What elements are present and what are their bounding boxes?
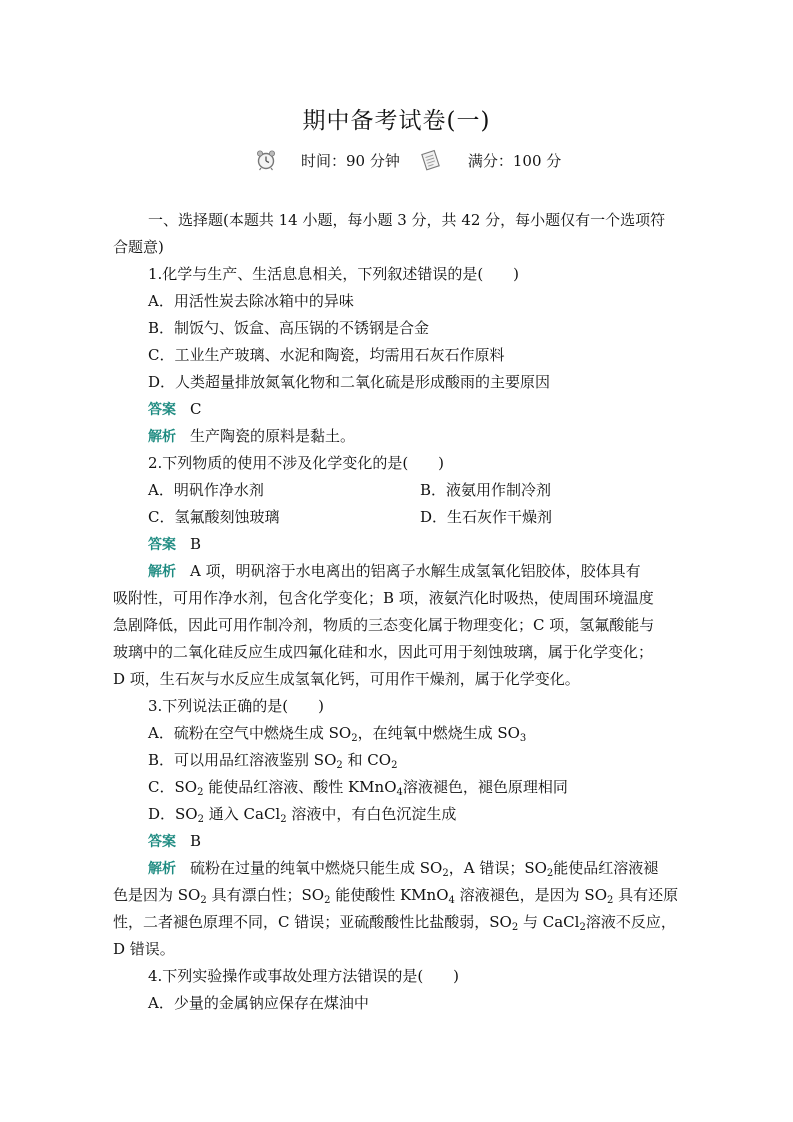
q1-option-d: D．人类超量排放氮氧化物和二氧化硫是形成酸雨的主要原因 xyxy=(148,373,551,391)
q3-analysis-line4: D 错误。 xyxy=(113,940,175,958)
section-heading-cont: 合题意) xyxy=(113,238,164,256)
alarm-clock-icon xyxy=(255,149,277,171)
q3-analysis-line1: 解析 硫粉在过量的纯氧中燃烧只能生成 $SO_2$，A 错误；$SO_2$能使品红溶液褪 xyxy=(148,859,659,879)
q2-analysis-line4: 玻璃中的二氧化硅反应生成四氟化硅和水，因此可用于刻蚀玻璃，属于化学变化； xyxy=(113,643,654,661)
q4-option-a: A．少量的金属钠应保存在煤油中 xyxy=(148,994,369,1012)
exam-meta xyxy=(255,147,561,173)
q3-analysis-line2: 色是因为 $SO_2$ 具有漂白性；$SO_2$ 能使酸性 KMnO$_4$ 溶液褪色，是因为 $SO_2$ 具有还原 xyxy=(113,886,679,906)
q4-stem: 4.下列实验操作或事故处理方法错误的是( ) xyxy=(148,967,460,985)
analysis-tag: 解析 xyxy=(148,861,176,877)
q2-analysis-line2: 吸附性，可用作净水剂，包含化学变化；B 项，液氨汽化时吸热，使周围环境温度 xyxy=(113,589,654,607)
q3-answer xyxy=(148,828,716,856)
q2-stem: 2.下列物质的使用不涉及化学变化的是( ) xyxy=(148,454,445,472)
analysis-text: 生产陶瓷的原料是黏土。 xyxy=(190,427,356,445)
q2-analysis-line1 xyxy=(148,558,681,586)
analysis-tag: 解析 xyxy=(148,429,176,445)
answer-tag: 答案 xyxy=(148,537,176,553)
q3-option-d: D．$SO_2$ 通入 CaCl$_2$ 溶液中，有白色沉淀生成 xyxy=(148,805,457,825)
q2-options-row2 xyxy=(148,504,716,531)
answer-tag: 答案 xyxy=(148,834,176,850)
exam-time: 时间：90 分钟 xyxy=(301,151,400,170)
q3-analysis-line3: 性，二者褪色原理不同，C 错误；亚硫酸酸性比盐酸弱，$SO_2$ 与 CaCl$_2$溶液不反应， xyxy=(113,913,676,933)
q1-answer xyxy=(148,396,716,424)
q2-option-b: B．液氨用作制冷剂 xyxy=(420,481,552,499)
q3-option-a: A．硫粉在空气中燃烧生成 $SO_2$，在纯氧中燃烧生成 $SO_3$ xyxy=(148,724,527,744)
q2-answer xyxy=(148,531,716,559)
q1-option-b: B．制饭勺、饭盒、高压锅的不锈钢是合金 xyxy=(148,319,430,337)
q3-stem: 3.下列说法正确的是( ) xyxy=(148,697,325,715)
q1-option-c: C．工业生产玻璃、水泥和陶瓷，均需用石灰石作原料 xyxy=(148,346,505,364)
q1-analysis xyxy=(148,423,716,451)
q1-stem: 1.化学与生产、生活息息相关，下列叙述错误的是( ) xyxy=(148,265,520,283)
q2-analysis-line3: 急剧降低，因此可用作制冷剂，物质的三态变化属于物理变化；C 项，氢氟酸能与 xyxy=(113,616,655,634)
exam-score: 满分：100 分 xyxy=(467,151,562,170)
q2-options-row1 xyxy=(148,477,716,504)
answer-value: C xyxy=(190,400,202,418)
analysis-text: A 项，明矾溶于水电离出的铝离子水解生成氢氧化铝胶体，胶体具有 xyxy=(190,562,641,580)
answer-value: B xyxy=(190,832,202,850)
q2-option-c: C．氢氟酸刻蚀玻璃 xyxy=(148,508,280,526)
document-icon xyxy=(420,149,442,171)
q3-option-b: B．可以用品红溶液鉴别 $SO_2$ 和 $CO_2$ xyxy=(148,751,398,771)
q3-option-c: C．$SO_2$ 能使品红溶液、酸性 KMnO$_4$溶液褪色，褪色原理相同 xyxy=(148,778,568,798)
answer-tag: 答案 xyxy=(148,402,176,418)
answer-value: B xyxy=(190,535,202,553)
analysis-tag: 解析 xyxy=(148,564,176,580)
q2-analysis-line5: D 项，生石灰与水反应生成氢氧化钙，可用作干燥剂，属于化学变化。 xyxy=(113,670,580,688)
section-heading: 一、选择题(本题共 14 小题，每小题 3 分，共 42 分，每小题仅有一个选项符 xyxy=(148,211,666,229)
q2-option-d: D．生石灰作干燥剂 xyxy=(420,508,553,526)
q1-option-a: A．用活性炭去除冰箱中的异味 xyxy=(148,292,354,310)
page-title: 期中备考试卷(一) xyxy=(302,108,491,134)
q2-option-a: A．明矾作净水剂 xyxy=(148,481,264,499)
